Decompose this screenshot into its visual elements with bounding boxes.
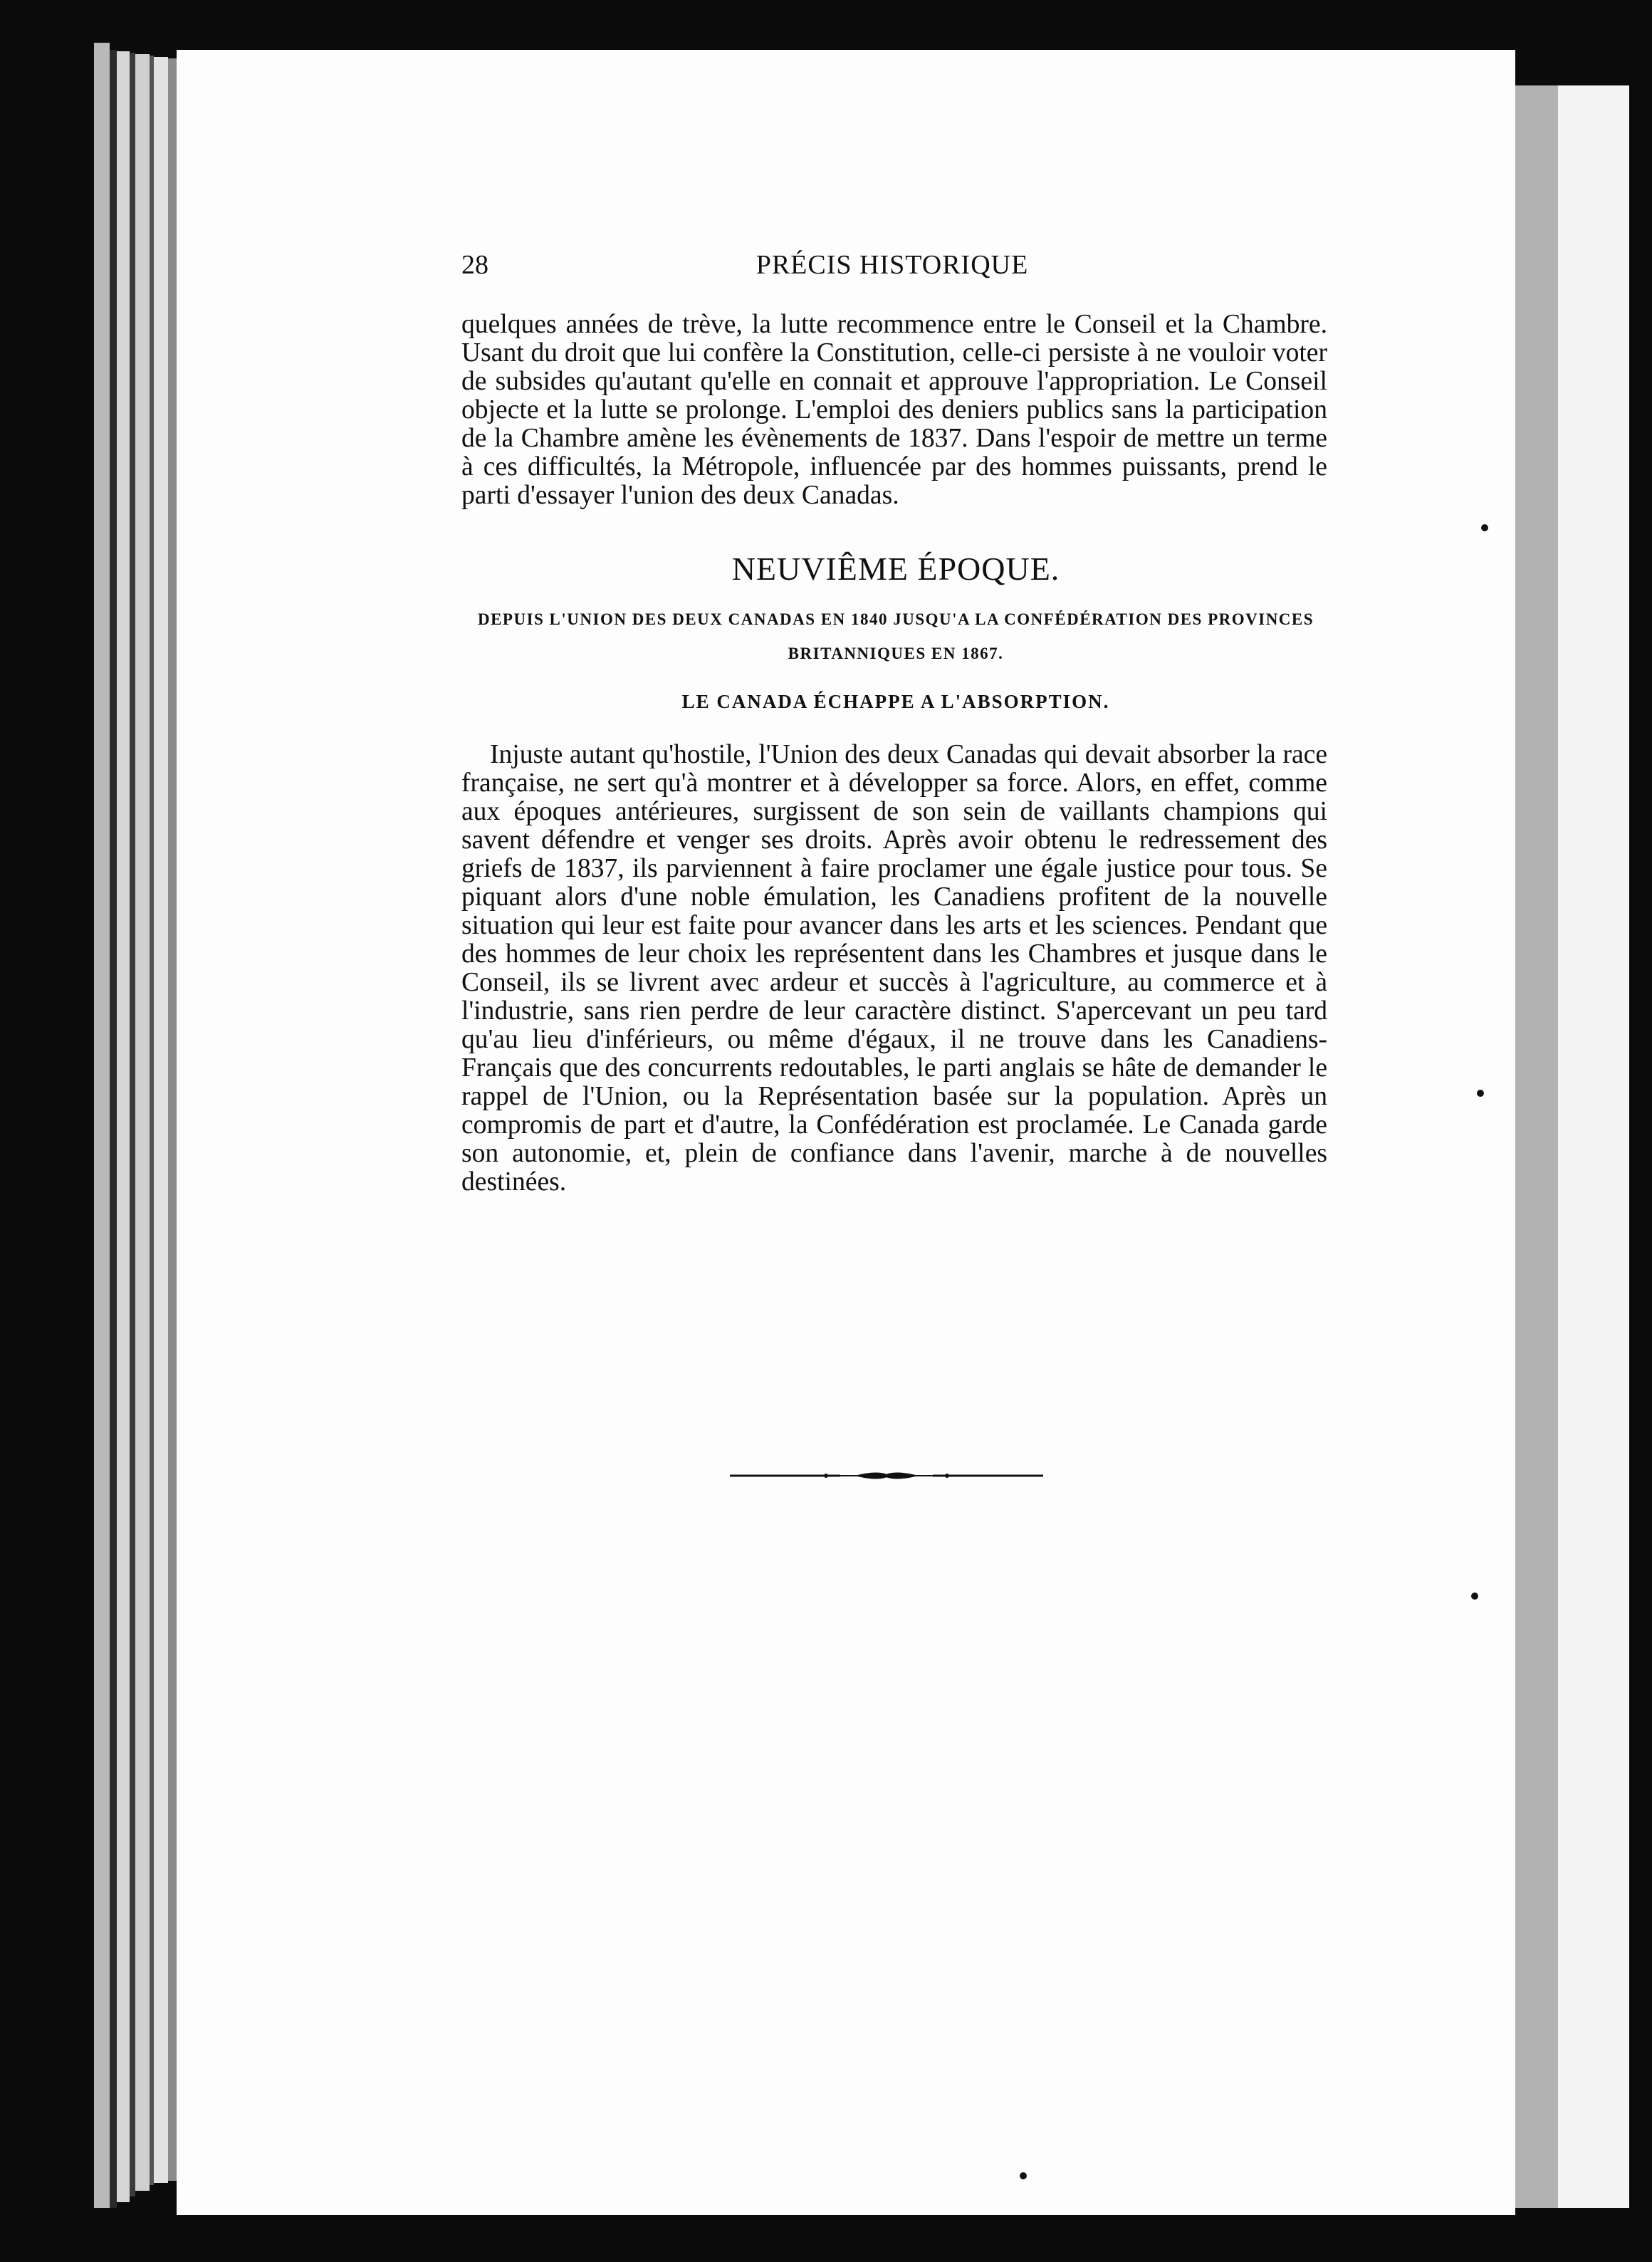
- running-header: [461, 249, 1323, 285]
- page-edge: [110, 50, 117, 2208]
- section-paragraph: Injuste autant qu'hostile, l'Union des deux Canadas qui devait absorber la race française, ne sert qu'à montrer et à développer sa force. Alors, en effet, comme aux époques antérieures, surgissent de son sein de vaillants champions qui savent défendre et venger ses droits. Après avoir obtenu le redressement des griefs de 1837, ils parviennent à faire proclamer une égale justice pour tous. Se piquant alors d'une noble émulation, les Canadiens profitent de la nouvelle situation qui leur est faite pour avancer dans les arts et les sciences. Pendant que des hommes de leur choix les représentent dans les Chambres et jusque dans le Conseil, ils se livrent avec ardeur et succès à l'agriculture, au commerce et à l'industrie, sans rien perdre de leur caractère distinct. S'apercevant un peu tard qu'au lieu d'inférieurs, ou même d'égaux, il ne trouve dans les Canadiens-Français que des concurrents redoutables, le parti anglais se hâte de demander le rappel de l'Union, ou la Représentation basée sur la population. Après un compromis de part et d'autre, la Confédération est proclamée. Le Canada garde son autonomie, et, plein de confiance dans l'avenir, marche à de nouvelles destinées.: [461, 740, 1327, 1197]
- section-title: LE CANADA ÉCHAPPE A L'ABSORPTION.: [681, 691, 1110, 712]
- page-edge: [130, 53, 135, 2196]
- facing-page-margin: [1558, 85, 1629, 2208]
- scan-speck: [1481, 524, 1488, 531]
- page-edge: [117, 51, 130, 2202]
- facing-page-edge: [1515, 85, 1558, 2208]
- ornamental-rule-icon: [726, 1467, 1047, 1484]
- page-edge: [154, 57, 168, 2183]
- page-edge: [135, 54, 150, 2191]
- intro-text: [461, 311, 1327, 510]
- epoch-subtitle: DEPUIS L'UNION DES DEUX CANADAS EN 1840 JUSQU'A LA CONFÉDÉRATION DES PROVINCES BRITANNIQUES EN 1867.: [477, 610, 1314, 662]
- intro-paragraph: quelques années de trève, la lutte recommence entre le Conseil et la Chambre. Usant du droit que lui confère la Constitution, celle-ci persiste à ne vouloir voter de subsides qu'autant qu'elle en connait et approuve l'appropriation. Le Conseil objecte et la lutte se prolonge. L'emploi des deniers publics sans la participation de la Chambre amène les évènements de 1837. Dans l'espoir de mettre un terme à ces difficultés, la Métropole, influencée par des hommes puissants, prend le parti d'essayer l'union des deux Canadas.: [461, 310, 1327, 510]
- page-edge: [94, 43, 110, 2208]
- epoch-title: NEUVIÊME ÉPOQUE.: [731, 551, 1060, 587]
- section-text: [461, 741, 1327, 1197]
- running-title: PRÉCIS HISTORIQUE: [756, 250, 1029, 280]
- scan-speck: [1471, 1593, 1478, 1600]
- page-number: 28: [461, 250, 488, 280]
- page-edge: [168, 58, 177, 2181]
- scan-speck: [1477, 1090, 1484, 1097]
- scan-speck: [1020, 2172, 1027, 2179]
